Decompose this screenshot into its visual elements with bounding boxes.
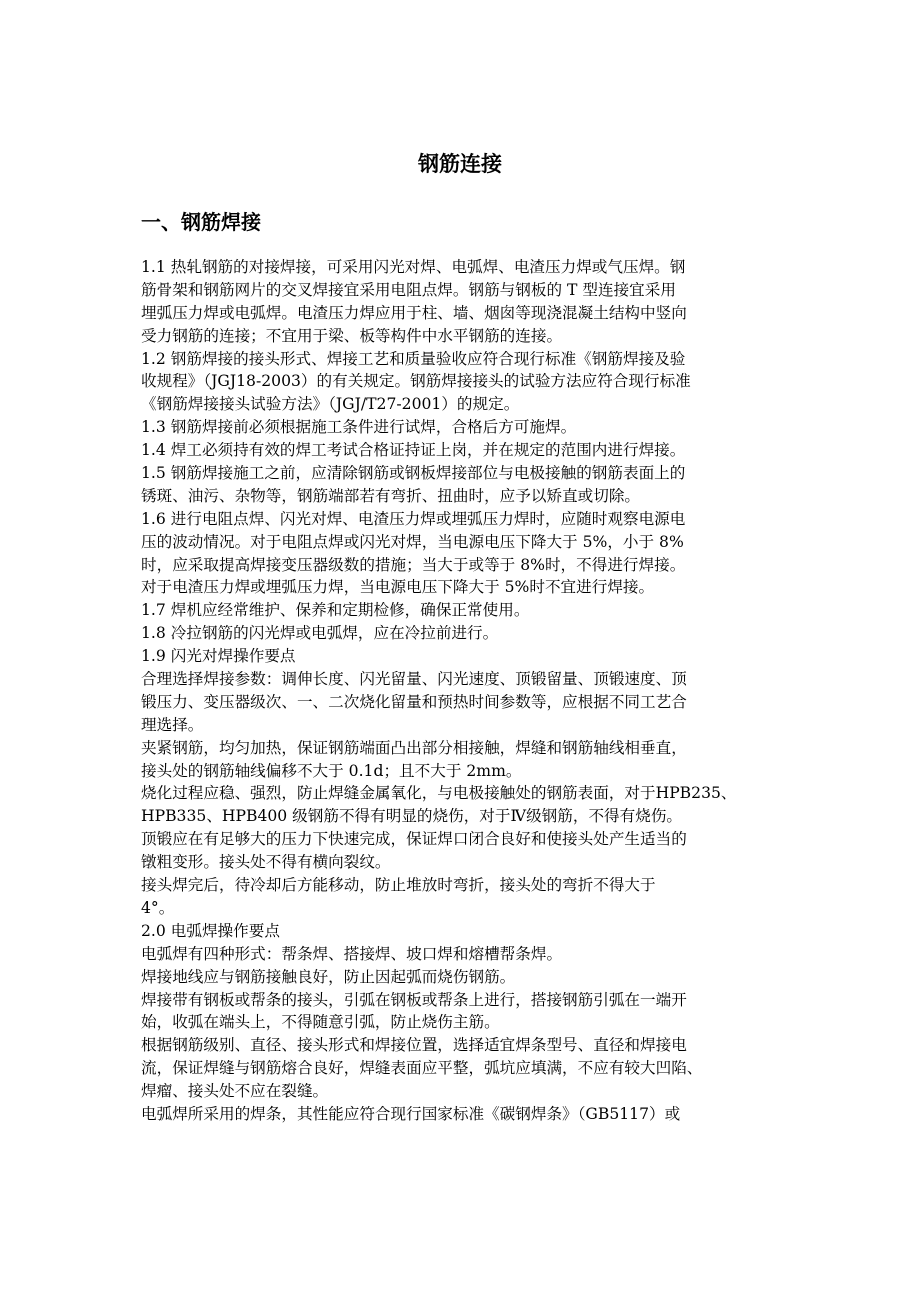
text-line: 《钢筋焊接接头试验方法》（JGJ/T27-2001）的规定。 bbox=[141, 395, 520, 414]
text-line: 压的波动情况。对于电阻点焊或闪光对焊，当电源电压下降大于 5%，小于 8% bbox=[141, 532, 684, 551]
text-line: 1.1 热轧钢筋的对接焊接，可采用闪光对焊、电弧焊、电渣压力焊或气压焊。钢 bbox=[141, 258, 686, 276]
text-line: 电弧焊有四种形式：帮条焊、搭接焊、坡口焊和熔槽帮条焊。 bbox=[141, 944, 563, 963]
text-line: 焊瘤、接头处不应在裂缝。 bbox=[141, 1082, 329, 1101]
text-line: 4°。 bbox=[141, 898, 175, 917]
text-line: 1.2 钢筋焊接的接头形式、焊接工艺和质量验收应符合现行标准《钢筋焊接及验 bbox=[141, 349, 686, 368]
body-text bbox=[141, 256, 786, 1126]
text-line: 2.0 电弧焊操作要点 bbox=[141, 921, 280, 940]
text-line: 1.3 钢筋焊接前必须根据施工条件进行试焊，合格后方可施焊。 bbox=[141, 418, 577, 437]
text-line: 根据钢筋级别、直径、接头形式和焊接位置，选择适宜焊条型号、直径和焊接电 bbox=[141, 1036, 687, 1055]
text-line: 镦粗变形。接头处不得有横向裂纹。 bbox=[141, 853, 391, 872]
section-heading: 一、钢筋焊接 bbox=[141, 210, 261, 234]
text-line: 受力钢筋的连接；不宜用于梁、板等构件中水平钢筋的连接。 bbox=[141, 326, 563, 345]
text-line: 烧化过程应稳、强烈，防止焊缝金属氧化，与电极接触处的钢筋表面，对于HPB235、 bbox=[141, 784, 737, 803]
text-line: 1.5 钢筋焊接施工之前，应清除钢筋或钢板焊接部位与电极接触的钢筋表面上的 bbox=[141, 464, 686, 483]
text-line: 流，保证焊缝与钢筋熔合良好，焊缝表面应平整，弧坑应填满，不应有较大凹陷、 bbox=[141, 1059, 703, 1078]
text-line: HPB335、HPB400 级钢筋不得有明显的烧伤，对于Ⅳ级钢筋，不得有烧伤。 bbox=[141, 807, 683, 826]
text-line: 1.9 闪光对焊操作要点 bbox=[141, 647, 296, 666]
document-title: 钢筋连接 bbox=[418, 152, 502, 176]
text-line: 焊接带有钢板或帮条的接头，引弧在钢板或帮条上进行，搭接钢筋引弧在一端开 bbox=[141, 990, 687, 1009]
text-line: 埋弧压力焊或电弧焊。电渣压力焊应用于柱、墙、烟囱等现浇混凝土结构中竖向 bbox=[141, 303, 687, 322]
text-line: 1.7 焊机应经常维护、保养和定期检修，确保正常使用。 bbox=[141, 601, 530, 620]
text-line: 锈斑、油污、杂物等，钢筋端部若有弯折、扭曲时，应予以矫直或切除。 bbox=[141, 486, 641, 505]
text-line: 1.4 焊工必须持有效的焊工考试合格证持证上岗，并在规定的范围内进行焊接。 bbox=[141, 441, 686, 460]
text-line: 接头处的钢筋轴线偏移不大于 0.1d；且不大于 2mm。 bbox=[141, 761, 522, 780]
text-line: 接头焊完后，待冷却后方能移动，防止堆放时弯折，接头处的弯折不得大于 bbox=[141, 876, 656, 895]
text-line: 理选择。 bbox=[141, 715, 204, 734]
text-line: 锻压力、变压器级次、一、二次烧化留量和预热时间参数等，应根据不同工艺合 bbox=[141, 692, 687, 711]
text-line: 顶锻应在有足够大的压力下快速完成，保证焊口闭合良好和使接头处产生适当的 bbox=[141, 830, 687, 849]
text-line: 始，收弧在端头上，不得随意引弧，防止烧伤主筋。 bbox=[141, 1013, 500, 1032]
text-line: 时，应采取提高焊接变压器级数的措施；当大于或等于 8%时，不得进行焊接。 bbox=[141, 555, 686, 574]
text-line: 焊接地线应与钢筋接触良好，防止因起弧而烧伤钢筋。 bbox=[141, 967, 516, 986]
text-line: 1.6 进行电阻点焊、闪光对焊、电渣压力焊或埋弧压力焊时，应随时观察电源电 bbox=[141, 509, 686, 528]
text-line: 筋骨架和钢筋网片的交叉焊接宜采用电阻点焊。钢筋与钢板的 T 型连接宜采用 bbox=[141, 280, 676, 299]
text-line: 收规程》（JGJ18-2003）的有关规定。钢筋焊接接头的试验方法应符合现行标准 bbox=[141, 372, 691, 391]
text-line: 1.8 冷拉钢筋的闪光焊或电弧焊，应在冷拉前进行。 bbox=[141, 624, 499, 643]
text-line: 夹紧钢筋，均匀加热，保证钢筋端面凸出部分相接触，焊缝和钢筋轴线相垂直， bbox=[141, 738, 687, 757]
text-line: 电弧焊所采用的焊条，其性能应符合现行国家标准《碳钢焊条》（GB5117）或 bbox=[141, 1104, 681, 1123]
text-line: 对于电渣压力焊或埋弧压力焊，当电源电压下降大于 5%时不宜进行焊接。 bbox=[141, 578, 655, 597]
text-line: 合理选择焊接参数：调伸长度、闪光留量、闪光速度、顶锻留量、顶锻速度、顶 bbox=[141, 670, 687, 689]
